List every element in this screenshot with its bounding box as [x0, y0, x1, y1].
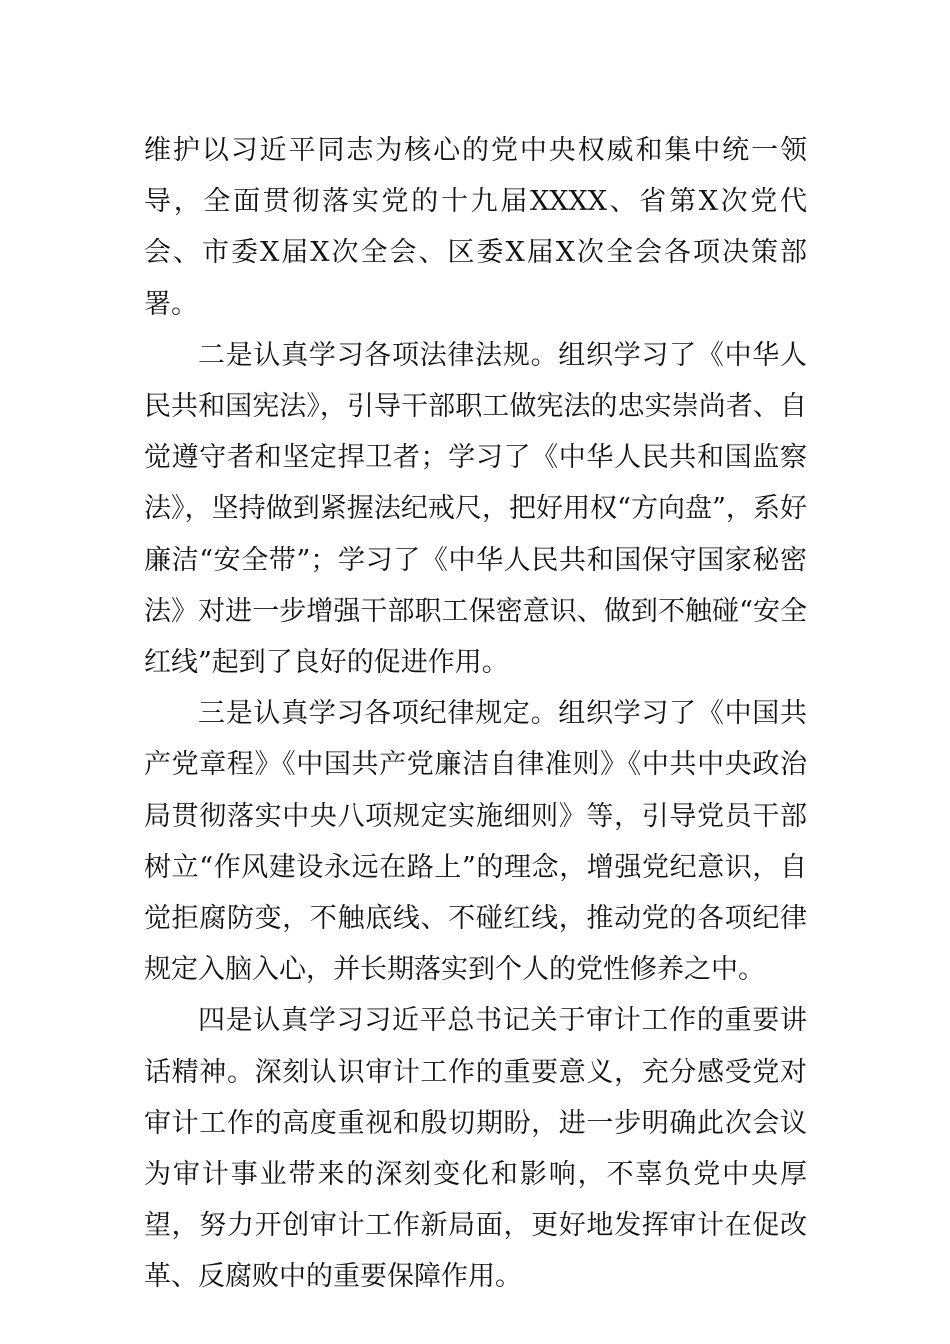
document-body [144, 125, 807, 1303]
paragraph-laws-study: 二是认真学习各项法律法规。组织学习了《中华人民共和国宪法》，引导干部职工做宪法的忠实崇尚者、自觉遵守者和坚定捍卫者；学习了《中华人民共和国监察法》，坚持做到紧握法纪戒尺，把好用权“方向盘”，系好廉洁“安全带”；学习了《中华人民共和国保守国家秘密法》对进一步增强干部职工保密意识、做到不触碰“安全红线”起到了良好的促进作用。 [144, 339, 807, 679]
paragraph-discipline-study: 三是认真学习各项纪律规定。组织学习了《中国共产党章程》《中国共产党廉洁自律准则》《中共中央政治局贯彻落实中央八项规定实施细则》等，引导党员干部树立“作风建设永远在路上”的理念，增强党纪意识，自觉拒腐防变，不触底线、不碰红线，推动党的各项纪律规定入脑入心，并长期落实到个人的党性修养之中。 [144, 698, 807, 986]
paragraph-audit-speech-study: 四是认真学习习近平总书记关于审计工作的重要讲话精神。深刻认识审计工作的重要意义，充分感受党对审计工作的高度重视和殷切期盼，进一步明确此次会议为审计事业带来的深刻变化和影响，不辜负党中央厚望，努力开创审计工作新局面，更好地发挥审计在促改革、反腐败中的重要保障作用。 [144, 1005, 807, 1293]
paragraph-continuation: 维护以习近平同志为核心的党中央权威和集中统一领导，全面贯彻落实党的十九届XXXX、省第X次党代会、市委X届X次全会、区委X届X次全会各项决策部署。 [144, 135, 807, 320]
